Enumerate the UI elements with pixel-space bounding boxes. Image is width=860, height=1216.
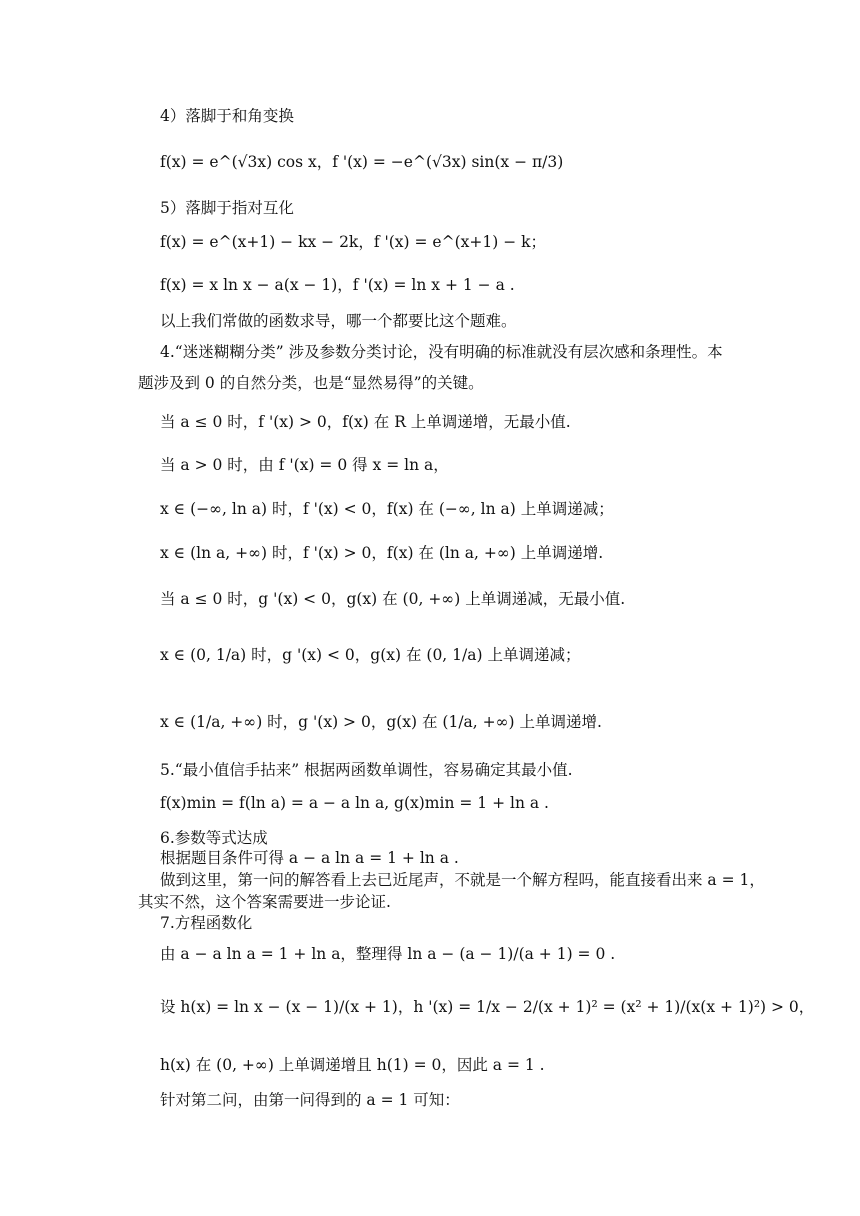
section-heading: 7.方程函数化 (160, 914, 253, 932)
section-heading: 4）落脚于和角变换 (160, 107, 294, 125)
paragraph: 其实不然，这个答案需要进一步论证. (138, 893, 391, 911)
paragraph: 题涉及到 0 的自然分类，也是“显然易得”的关键。 (138, 374, 484, 392)
formula-line: 当 a ≤ 0 时，f '(x) > 0，f(x) 在 R 上单调递增，无最小值. (160, 413, 571, 431)
formula-line: x ∈ (1/a, +∞) 时，g '(x) > 0，g(x) 在 (1/a, +∞) 上单调递增. (160, 713, 602, 731)
formula-line: x ∈ (ln a, +∞) 时，f '(x) > 0，f(x) 在 (ln a, +∞) 上单调递增. (160, 544, 604, 562)
paragraph: 以上我们常做的函数求导，哪一个都要比这个题难。 (160, 312, 517, 330)
formula-line: h(x) 在 (0, +∞) 上单调递增且 h(1) = 0，因此 a = 1 . (160, 1056, 545, 1074)
formula-line: 设 h(x) = ln x − (x − 1)/(x + 1)，h '(x) = 1/x − 2/(x + 1)² = (x² + 1)/(x(x + 1)²) > 0， (160, 998, 815, 1016)
formula-line: 当 a > 0 时，由 f '(x) = 0 得 x = ln a， (160, 456, 449, 474)
section-heading: 5.“最小值信手拈来” 根据两函数单调性，容易确定其最小值. (160, 761, 573, 779)
paragraph: 根据题目条件可得 a − a ln a = 1 + ln a . (160, 849, 459, 867)
formula-line: f(x) = e^(√3x) cos x，f '(x) = −e^(√3x) sin(x − π/3) (160, 153, 564, 171)
formula-line: x ∈ (−∞, ln a) 时，f '(x) < 0，f(x) 在 (−∞, ln a) 上单调递减； (160, 500, 614, 518)
paragraph: 做到这里，第一问的解答看上去已近尾声，不就是一个解方程吗，能直接看出来 a = 1， (160, 871, 765, 889)
section-heading: 6.参数等式达成 (160, 829, 268, 847)
formula-line: f(x) = e^(x+1) − kx − 2k，f '(x) = e^(x+1) − k； (160, 233, 547, 251)
section-heading: 5）落脚于指对互化 (160, 199, 294, 217)
paragraph: 针对第二问，由第一问得到的 a = 1 可知： (160, 1091, 460, 1109)
formula-line: x ∈ (0, 1/a) 时，g '(x) < 0，g(x) 在 (0, 1/a) 上单调递减； (160, 646, 581, 664)
formula-line: f(x) = x ln x − a(x − 1)，f '(x) = ln x + 1 − a . (160, 276, 515, 294)
formula-line: f(x)min = f(ln a) = a − a ln a, g(x)min = 1 + ln a . (160, 794, 549, 812)
section-heading: 4.“迷迷糊糊分类” 涉及参数分类讨论，没有明确的标准就没有层次感和条理性。本 (160, 343, 723, 361)
formula-line: 由 a − a ln a = 1 + ln a，整理得 ln a − (a − 1)/(a + 1) = 0 . (160, 945, 616, 963)
formula-line: 当 a ≤ 0 时，g '(x) < 0，g(x) 在 (0, +∞) 上单调递减，无最小值. (160, 590, 626, 608)
